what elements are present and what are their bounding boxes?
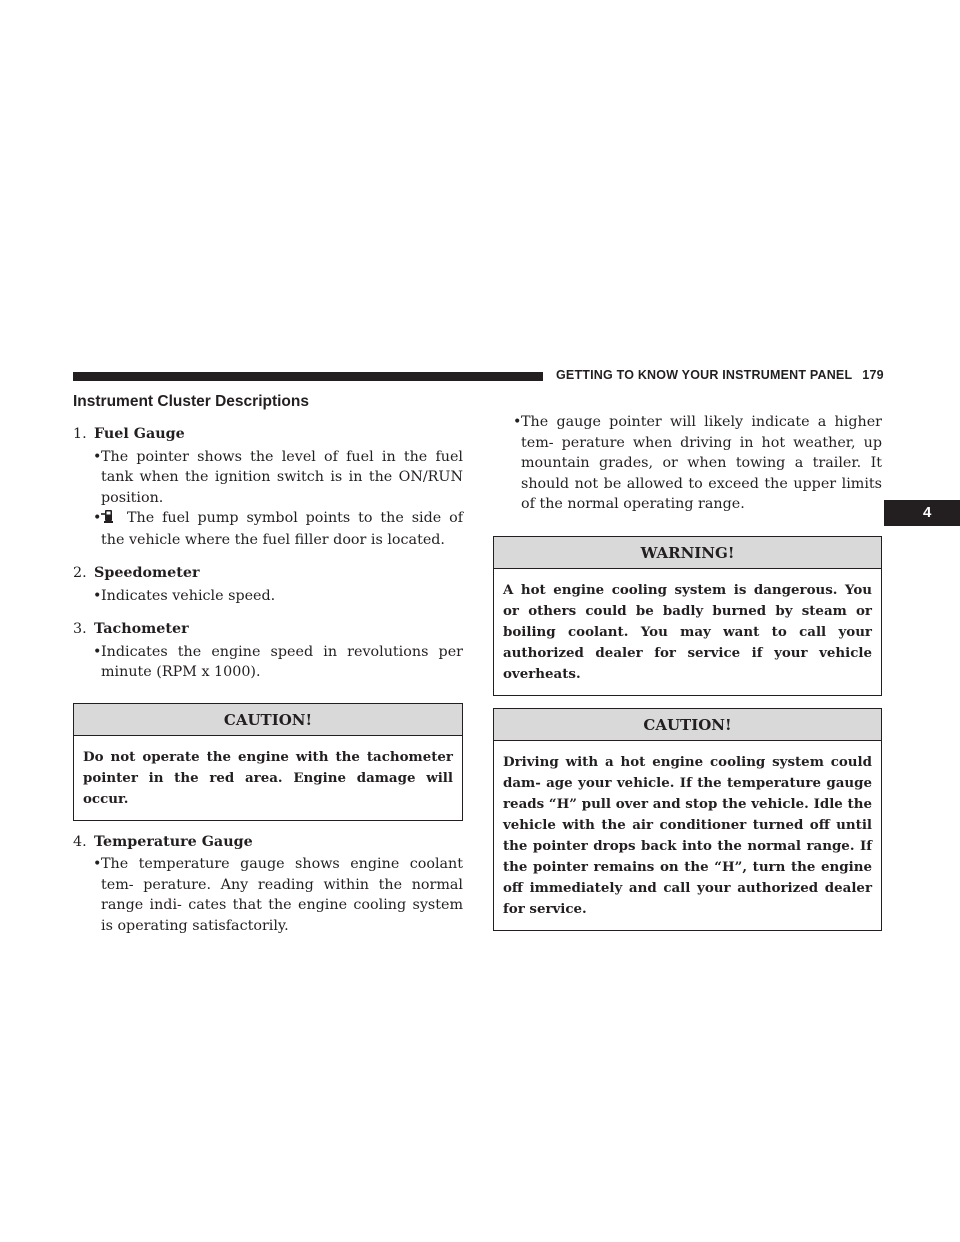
caution-text: Driving with a hot engine cooling system could dam- age your vehicle. If the temperature gauge reads “H” pull over and stop the vehicle. Idle the vehicle with the air conditioner turned off until the pointer drops back into the normal range. If the pointer remains on the “H”, turn the engine off immediately and call your authorized dealer for service.: [503, 753, 872, 917]
bullet-item: • The fuel pump symbol points to the side of the vehicle where the fuel filler door is located.: [93, 510, 463, 548]
page-number: 179: [862, 368, 884, 382]
bullet-item: • Indicates vehicle speed.: [73, 586, 463, 607]
list-item-fuel-gauge: [73, 424, 463, 550]
caution-heading: CAUTION!: [74, 704, 462, 736]
caution-box-cooling: [493, 708, 882, 931]
list-item-temperature-gauge-continued: [493, 412, 882, 515]
running-header: [556, 368, 884, 382]
bullet-dot: •: [93, 510, 102, 526]
item-number: 3.: [73, 621, 87, 637]
header-rule: [73, 372, 543, 381]
item-number: 1.: [73, 426, 87, 442]
item-title: Temperature Gauge: [94, 833, 253, 850]
section-title: Instrument Cluster Descriptions: [73, 393, 309, 410]
bullet-dot: •: [93, 643, 102, 660]
right-column: [493, 412, 882, 931]
caution-box-tachometer: [73, 703, 463, 821]
warning-text: A hot engine cooling system is dangerous. You or others could be badly burned by steam or boiling coolant. You may want to call your authorized dealer for service if your vehicle overheats.: [503, 581, 872, 682]
list-item-tachometer: [73, 619, 463, 683]
list-item-speedometer: [73, 563, 463, 606]
item-title: Speedometer: [94, 565, 200, 581]
left-column: [73, 393, 463, 936]
chapter-tab: 4: [884, 500, 960, 526]
warning-box-cooling: [493, 536, 882, 696]
bullet-item: • The temperature gauge shows engine coolant tem- perature. Any reading within the normal range indi- cates that the engine cooling system is operating satisfactorily.: [93, 856, 463, 934]
bullet-dot: •: [93, 587, 102, 604]
list-item-temperature-gauge: [73, 832, 463, 937]
caution-heading: CAUTION!: [494, 709, 881, 741]
caution-text: Do not operate the engine with the tachometer pointer in the red area. Engine damage will occur.: [83, 748, 453, 807]
item-number: 4.: [73, 833, 87, 850]
bullet-dot: •: [513, 414, 522, 430]
item-title: Tachometer: [94, 621, 189, 637]
bullet-dot: •: [93, 856, 102, 872]
chapter-title: GETTING TO KNOW YOUR INSTRUMENT PANEL: [556, 368, 853, 382]
warning-heading: WARNING!: [494, 537, 881, 569]
bullet-item: • Indicates the engine speed in revolutions per minute (RPM x 1000).: [93, 643, 463, 680]
bullet-dot: •: [93, 448, 102, 465]
bullet-item: • The pointer shows the level of fuel in the fuel tank when the ignition switch is in the ON/RUN position.: [93, 448, 463, 506]
bullet-item: • The gauge pointer will likely indicate a higher tem- perature when driving in hot weather, up mountain grades, or when towing a trailer. It should not be allowed to exceed the upper limits of the normal operating range.: [513, 414, 882, 512]
item-title: Fuel Gauge: [94, 426, 185, 442]
fuel-pump-icon: [101, 509, 127, 530]
item-number: 2.: [73, 565, 87, 581]
